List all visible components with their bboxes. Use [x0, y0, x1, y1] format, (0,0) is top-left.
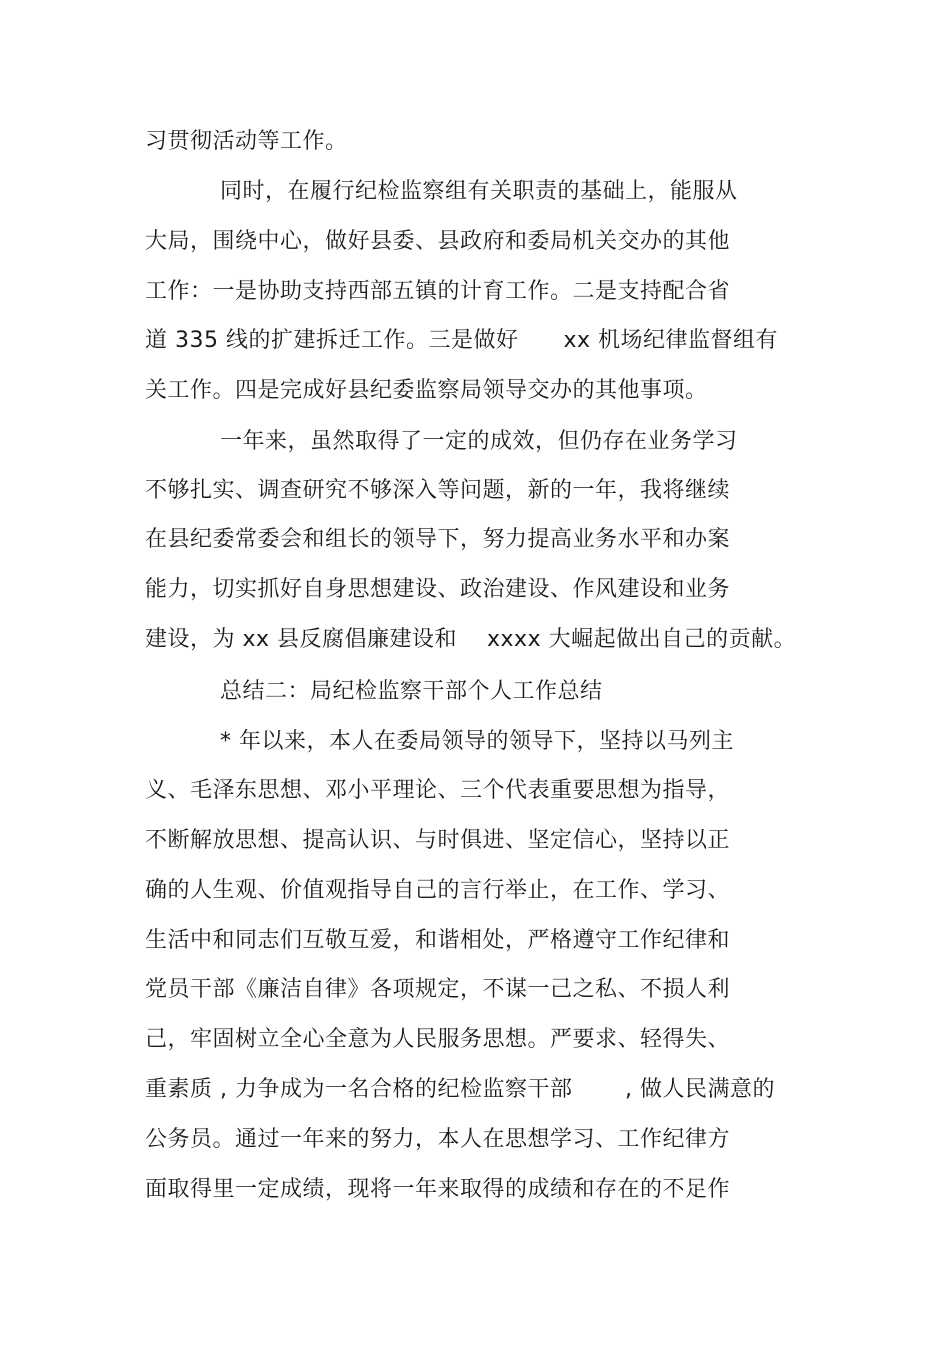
paragraph-first-line: * 年以来，本人在委局领导的领导下，坚持以马列主: [220, 729, 734, 754]
section-heading: 总结二：局纪检监察干部个人工作总结: [220, 679, 603, 704]
text-line: 工作：一是协助支持西部五镇的计育工作。二是支持配合省: [145, 279, 731, 304]
text-line: 不够扎实、调查研究不够深入等问题，新的一年，我将继续: [145, 478, 731, 503]
text-line: 大局，围绕中心，做好县委、县政府和委局机关交办的其他: [145, 229, 731, 254]
text-line: 重素质 , 力争成为一名合格的纪检监察干部 , 做人民满意的: [145, 1077, 775, 1102]
text-line: 道 335 线的扩建拆迁工作。三是做好 xx 机场纪律监督组有: [145, 328, 779, 353]
paragraph-first-line: 同时，在履行纪检监察组有关职责的基础上，能服从: [220, 179, 738, 204]
text-line: 公务员。通过一年来的努力，本人在思想学习、工作纪律方: [145, 1127, 731, 1152]
text-line: 义、毛泽东思想、邓小平理论、三个代表重要思想为指导，: [145, 778, 731, 803]
text-line: 党员干部《廉洁自律》各项规定，不谋一己之私、不损人利: [145, 977, 731, 1002]
text-line: 在县纪委常委会和组长的领导下，努力提高业务水平和办案: [145, 527, 731, 552]
text-line: 生活中和同志们互敬互爱，和谐相处，严格遵守工作纪律和: [145, 928, 731, 953]
text-line: 己，牢固树立全心全意为人民服务思想。严要求、轻得失、: [145, 1027, 731, 1052]
text-line: 习贯彻活动等工作。: [145, 129, 348, 154]
text-line: 能力，切实抓好自身思想建设、政治建设、作风建设和业务: [145, 577, 731, 602]
text-line: 关工作。四是完成好县纪委监察局领导交办的其他事项。: [145, 378, 708, 403]
text-line: 面取得里一定成绩，现将一年来取得的成绩和存在的不足作: [145, 1177, 731, 1202]
text-line: 建设，为 xx 县反腐倡廉建设和 xxxx 大崛起做出自己的贡献。: [145, 627, 797, 652]
text-line: 确的人生观、价值观指导自己的言行举止，在工作、学习、: [145, 878, 731, 903]
text-line: 不断解放思想、提高认识、与时俱进、坚定信心，坚持以正: [145, 828, 731, 853]
paragraph-first-line: 一年来，虽然取得了一定的成效，但仍存在业务学习: [220, 429, 738, 454]
